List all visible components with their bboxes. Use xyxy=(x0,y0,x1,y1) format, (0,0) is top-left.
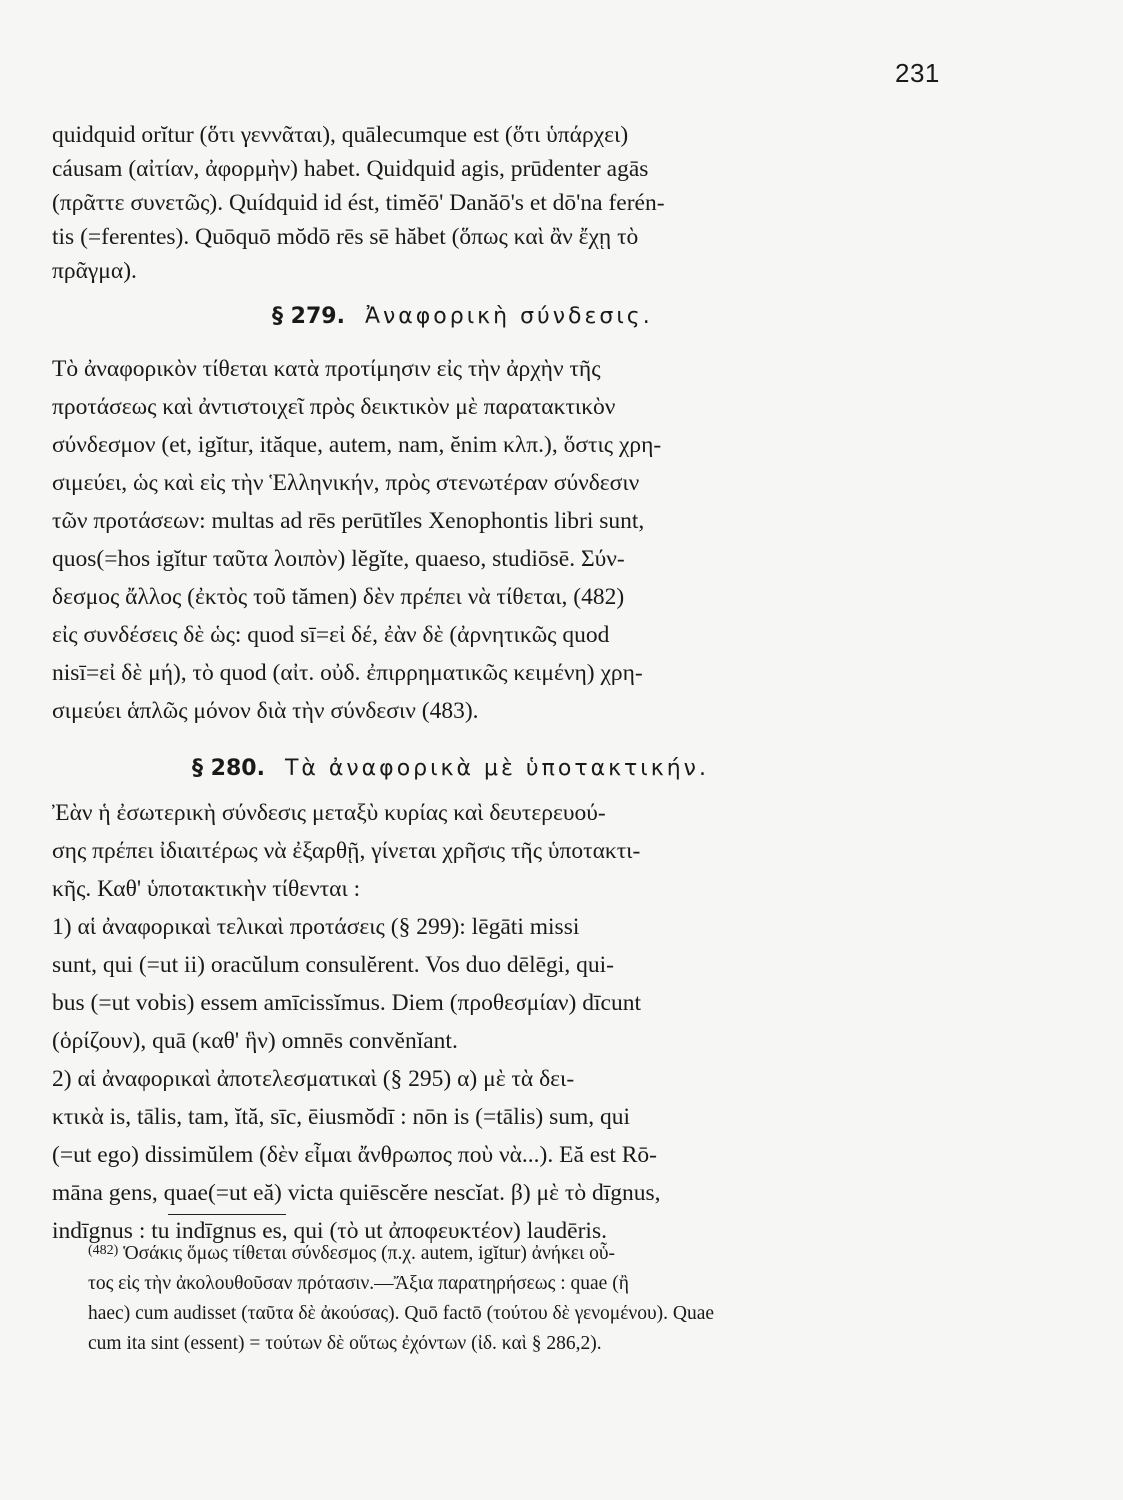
text-line: (ὁρίζουν), quā (καθ' ἣν) omnēs convĕnĭant. xyxy=(52,1028,458,1054)
text-line: quos(=hos igĭtur ταῦτα λοιπὸν) lĕgĭte, quaeso, studiōsē. Σύν- xyxy=(52,546,625,572)
text-line: δεσμος ἄλλος (ἐκτὸς τοῦ tămen) δὲν πρέπει νὰ τίθεται, (482) xyxy=(52,584,625,610)
section-279-title: Ἀναφορικὴ σύνδεσις. xyxy=(364,304,653,329)
text-line: 2) αἱ ἀναφορικαὶ ἀποτελεσματικαὶ (§ 295) α) μὲ τὰ δει- xyxy=(52,1066,575,1092)
text-line: πρᾶγμα). xyxy=(52,258,137,284)
footnote-divider xyxy=(168,1214,286,1215)
footnote xyxy=(88,1236,948,1359)
main-text xyxy=(52,118,952,1250)
section-280-number: § 280. xyxy=(192,756,265,781)
section-280-heading xyxy=(192,750,952,788)
text-line: indīgnus : tu indīgnus es, qui (τὸ ut ἀποφευκτέον) laudēris. xyxy=(52,1218,607,1244)
text-line: σιμεύει, ὡς καὶ εἰς τὴν Ἑλληνικήν, πρὸς στενωτέραν σύνδεσιν xyxy=(52,470,640,496)
text-line: τῶν προτάσεων: multas ad rēs perūtĭles Xenophontis libri sunt, xyxy=(52,508,645,534)
text-line: (=ut ego) dissimŭlem (δὲν εἶμαι ἄνθρωπος ποὺ νὰ...). Eă est Rō- xyxy=(52,1142,658,1168)
paragraph-1 xyxy=(52,118,952,288)
text-line: quidquid orĭtur (ὅτι γεννᾶται), quālecumque est (ὅτι ὑπάρχει) xyxy=(52,122,629,148)
text-line: 1) αἱ ἀναφορικαὶ τελικαὶ προτάσεις (§ 299): lēgāti missi xyxy=(52,914,580,940)
text-line: σης πρέπει ἰδιαιτέρως νὰ ἐξαρθῇ, γίνεται χρῆσις τῆς ὑποτακτι- xyxy=(52,838,641,864)
footnote-line: τος εἰς τὴν ἀκολουθοῦσαν πρότασιν.—Ἄξια παρατηρήσεως : quae (ἢ xyxy=(88,1273,629,1294)
text-line: Τὸ ἀναφορικὸν τίθεται κατὰ προτίμησιν εἰς τὴν ἀρχὴν τῆς xyxy=(52,356,601,382)
text-line: σύνδεσμον (et, igĭtur, ităque, autem, nam, ĕnim κλπ.), ὅστις χρη- xyxy=(52,432,662,458)
text-line: cáusam (αἰτίαν, ἀφορμὴν) habet. Quidquid agis, prūdenter agās xyxy=(52,156,649,182)
text-line: sunt, qui (=ut ii) oracŭlum consulĕrent. Vos duo dēlēgi, qui- xyxy=(52,952,614,978)
footnote-text: Ὁσάκις ὅμως τίθεται σύνδεσμος (π.χ. autem, igĭtur) ἀνήκει οὗ- xyxy=(123,1243,616,1264)
text-line: nisī=εἰ δὲ μή), τὸ quod (αἰτ. οὐδ. ἐπιρρηματικῶς κειμένη) χρη- xyxy=(52,660,643,686)
text-line: εἰς συνδέσεις δὲ ὡς: quod sī=εἰ δέ, ἐὰν δὲ (ἀρνητικῶς quod xyxy=(52,622,610,648)
section-279-heading xyxy=(272,298,952,336)
text-line: κτικὰ is, tālis, tam, ĭtă, sīc, ēiusmŏdī : nōn is (=tālis) sum, qui xyxy=(52,1104,631,1130)
text-line: σιμεύει ἁπλῶς μόνον διὰ τὴν σύνδεσιν (483). xyxy=(52,698,479,724)
text-line: māna gens, quae(=ut eă) victa quiēscĕre nescĭat. β) μὲ τὸ dīgnus, xyxy=(52,1180,661,1206)
footnote-line: cum ita sint (essent) = τούτων δὲ οὕτως ἐχόντων (ἰδ. καὶ § 286,2). xyxy=(88,1333,602,1354)
section-280-title: Τὰ ἀναφορικὰ μὲ ὑποτακτικήν. xyxy=(284,756,709,781)
section-279-number: § 279. xyxy=(272,304,345,329)
text-line: κῆς. Καθ' ὑποτακτικὴν τίθενται : xyxy=(52,876,361,902)
footnote-marker: (482) xyxy=(88,1243,119,1258)
text-line: Ἐὰν ἡ ἐσωτερικὴ σύνδεσις μεταξὺ κυρίας καὶ δευτερευού- xyxy=(52,800,606,826)
footnote-line: haec) cum audisset (ταῦτα δὲ ἀκούσας). Quō factō (τούτου δὲ γενομένου). Quae xyxy=(88,1303,715,1324)
paragraph-4 xyxy=(52,908,952,1060)
paragraph-5 xyxy=(52,1060,952,1250)
footnote-line xyxy=(88,1236,948,1269)
paragraph-3 xyxy=(52,794,952,908)
text-line: (πρᾶττε συνετῶς). Quídquid id ést, timĕō' Danăō's et dō'na ferén- xyxy=(52,190,665,216)
text-line: προτάσεως καὶ ἀντιστοιχεῖ πρὸς δεικτικὸν μὲ παρατακτικὸν xyxy=(52,394,616,420)
paragraph-2 xyxy=(52,350,952,730)
page-number: 231 xyxy=(895,58,940,88)
text-line: bus (=ut vobis) essem amīcissĭmus. Diem (προθεσμίαν) dīcunt xyxy=(52,990,641,1016)
text-line: tis (=ferentes). Quōquō mŏdō rēs sē hăbet (ὅπως καὶ ἂν ἔχῃ τὸ xyxy=(52,224,639,250)
